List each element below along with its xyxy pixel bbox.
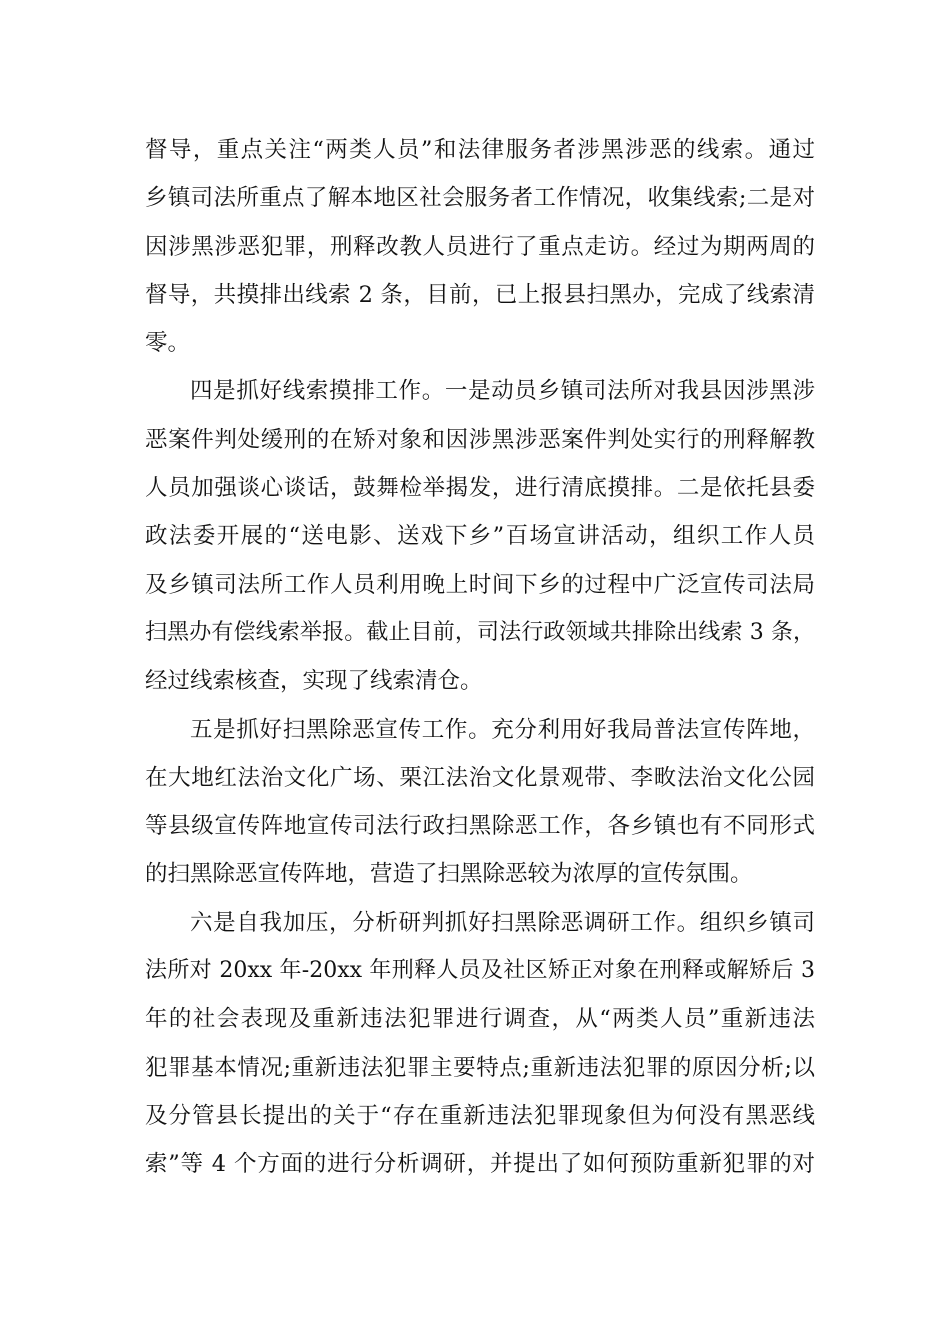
text-line: 因涉黑涉恶犯罪，刑释改教人员进行了重点走访。经过为期两周的 bbox=[145, 233, 815, 260]
text-line: 督导，重点关注“两类人员”和法律服务者涉黑涉恶的线索。通过 bbox=[145, 137, 815, 163]
text-line: 索”等 4 个方面的进行分析调研，并提出了如何预防重新犯罪的对 bbox=[145, 1151, 815, 1178]
text-line: 犯罪基本情况;重新违法犯罪主要特点;重新违法犯罪的原因分析;以 bbox=[145, 1054, 815, 1081]
text-line: 人员加强谈心谈话，鼓舞检举揭发，进行清底摸排。二是依托县委 bbox=[145, 475, 815, 502]
text-line: 五是抓好扫黑除恶宣传工作。充分利用好我局普法宣传阵地， bbox=[190, 716, 815, 743]
text-line: 恶案件判处缓刑的在矫对象和因涉黑涉恶案件判处实行的刑释解教 bbox=[145, 426, 815, 453]
text-line: 的扫黑除恶宣传阵地，营造了扫黑除恶较为浓厚的宣传氛围。 bbox=[145, 861, 753, 888]
text-line: 及分管县长提出的关于“存在重新违法犯罪现象但为何没有黑恶线 bbox=[145, 1102, 815, 1129]
text-line: 及乡镇司法所工作人员利用晚上时间下乡的过程中广泛宣传司法局 bbox=[145, 571, 815, 598]
text-line: 经过线索核查，实现了线索清仓。 bbox=[145, 668, 483, 695]
text-line: 年的社会表现及重新违法犯罪进行调查，从“两类人员”重新违法 bbox=[145, 1006, 815, 1033]
paragraph-publicity bbox=[145, 706, 815, 899]
document-body bbox=[145, 126, 815, 1189]
text-line: 乡镇司法所重点了解本地区社会服务者工作情况，收集线索;二是对 bbox=[145, 185, 815, 212]
text-line: 在大地红法治文化广场、栗江法治文化景观带、李畋法治文化公园 bbox=[145, 764, 815, 791]
paragraph-supervision bbox=[145, 126, 815, 367]
text-line: 督导，共摸排出线索 2 条，目前，已上报县扫黑办，完成了线索清 bbox=[145, 281, 815, 308]
text-line: 法所对 20xx 年-20xx 年刑释人员及社区矫正对象在刑释或解矫后 3 bbox=[145, 958, 815, 984]
text-line: 零。 bbox=[145, 330, 191, 357]
paragraph-clue-investigation bbox=[145, 367, 815, 705]
text-line: 政法委开展的“送电影、送戏下乡”百场宣讲活动，组织工作人员 bbox=[145, 523, 815, 550]
text-line: 四是抓好线索摸排工作。一是动员乡镇司法所对我县因涉黑涉 bbox=[190, 378, 815, 405]
paragraph-research bbox=[145, 899, 815, 1189]
text-line: 六是自我加压，分析研判抓好扫黑除恶调研工作。组织乡镇司 bbox=[190, 909, 815, 936]
text-line: 扫黑办有偿线索举报。截止目前，司法行政领域共排除出线索 3 条， bbox=[145, 619, 815, 645]
text-line: 等县级宣传阵地宣传司法行政扫黑除恶工作，各乡镇也有不同形式 bbox=[145, 813, 815, 840]
